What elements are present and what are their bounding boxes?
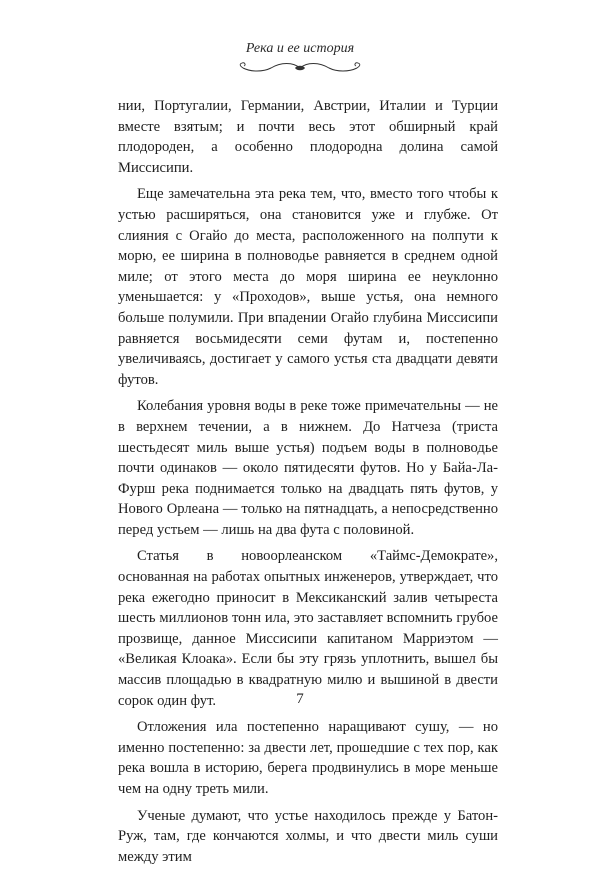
running-header bbox=[0, 40, 600, 75]
paragraph: нии, Португалии, Германии, Австрии, Италии и Турции вместе взятым; и почти весь этот обширный край плодороден, а особенно плодородна долина самой Миссисипи. bbox=[118, 98, 498, 176]
body-text bbox=[118, 96, 498, 873]
swirl-divider-icon bbox=[237, 61, 363, 75]
running-title: Река и ее история bbox=[245, 41, 355, 56]
paragraph: Колебания уровня воды в реке тоже примечательны — не в верхнем течении, а в нижнем. До Натчеза (триста шестьдесят миль выше устья) подъем воды в полноводье почти одинаков — около пятидесяти футов. Но у Байа-Ла-Фурш река поднимается только на двадцать пять футов, у Нового Орлеана — только на пятнадцать, а непосредственно перед устьем — лишь на два фута с половиной. bbox=[118, 398, 498, 538]
paragraph: Ученые думают, что устье находилось прежде у Батон-Руж, там, где кончаются холмы, и что двести миль суши между этим bbox=[118, 807, 498, 865]
paragraph: Еще замечательна эта река тем, что, вместо того чтобы к устью расширяться, она становится уже и глубже. От слияния с Огайо до места, расположенного на полпути к морю, ее ширина в полноводье равняется в среднем одной миле; от этого места до моря ширина ее неуклонно уменьшается: у «Проходов», выше устья, она немного больше полумили. При впадении Огайо глубина Миссисипи равняется восьмидесяти семи футам и, постепенно увеличиваясь, достигает у самого устья ста двадцати девяти футов. bbox=[118, 186, 498, 388]
paragraph: Отложения ила постепенно наращивают сушу, — но именно постепенно: за двести лет, прошедшие с тех пор, как река вошла в историю, берега продвинулись в море меньше чем на одну треть мили. bbox=[118, 719, 498, 797]
page-number: 7 bbox=[296, 691, 304, 707]
paragraph: Статья в новоорлеанском «Таймс-Демократе», основанная на работах опытных инженеров, утверждает, что река ежегодно приносит в Мексиканский залив четыреста шесть миллионов тонн ила, это заставляет вспомнить грубое прозвище, данное Миссисипи капитаном Марриэтом — «Великая Клоака». Если бы эту грязь уплотнить, вышел бы массив площадью в квадратную милю и вышиной в двести сорок один фут. bbox=[118, 548, 498, 709]
